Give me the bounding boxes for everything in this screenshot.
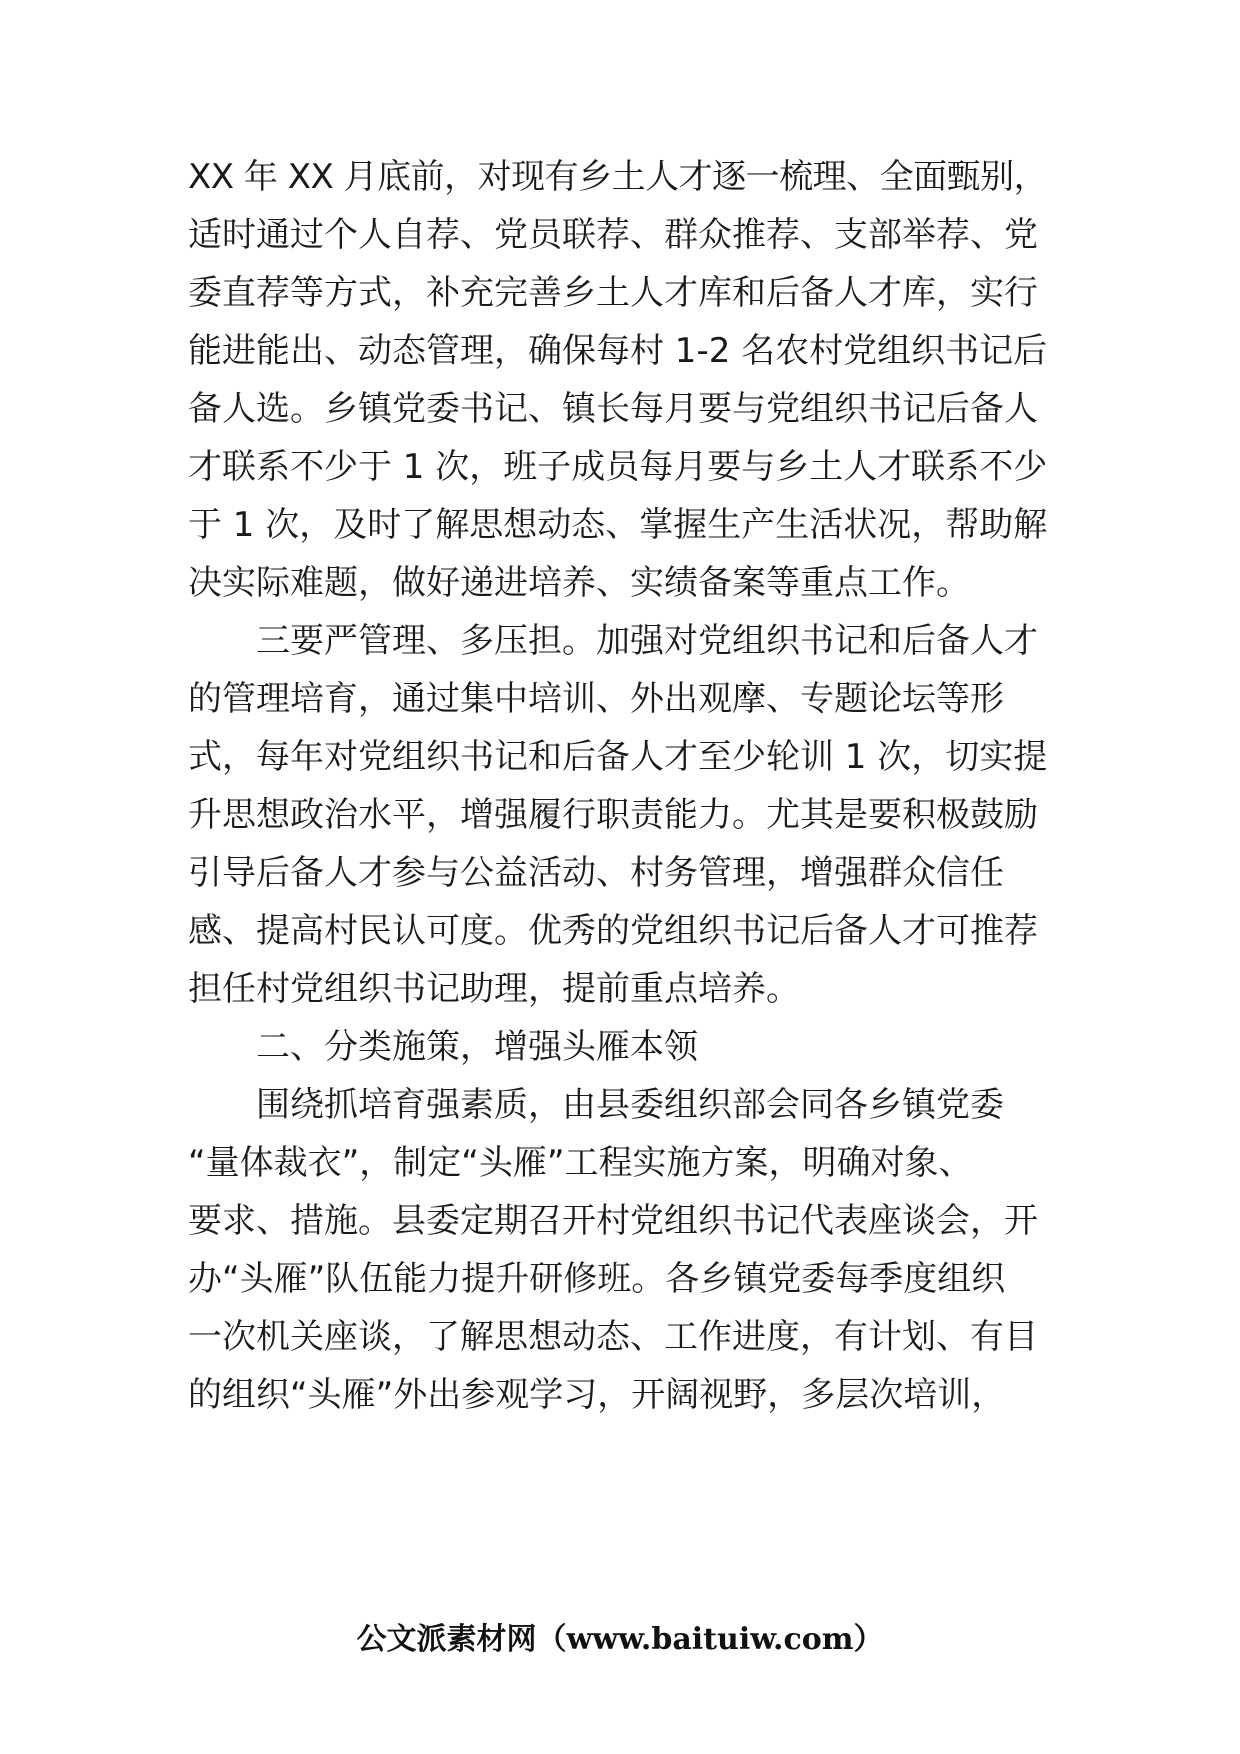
body-line: 决实际难题，做好递进培养、实绩备案等重点工作。 [188, 563, 970, 603]
body-line: 引导后备人才参与公益活动、村务管理，增强群众信任 [188, 853, 1004, 893]
paragraph-first-line: 三要严管理、多压担。加强对党组织书记和后备人才 [256, 621, 1038, 661]
body-line: 的组织“头雁”外出参观学习，开阔视野，多层次培训， [188, 1375, 1006, 1415]
section-heading: 二、分类施策，增强头雁本领 [256, 1027, 698, 1067]
page-footer: 公文派素材网（www.baituiw.com） [356, 1622, 884, 1657]
body-line: 能进能出、动态管理，确保每村 1-2 名农村党组织书记后 [188, 331, 1048, 371]
body-line: 式，每年对党组织书记和后备人才至少轮训 1 次，切实提 [188, 737, 1048, 777]
body-line: 适时通过个人自荐、党员联荐、群众推荐、支部举荐、党 [188, 215, 1038, 255]
body-line: 委直荐等方式，补充完善乡土人才库和后备人才库，实行 [188, 273, 1038, 313]
body-line: 备人选。乡镇党委书记、镇长每月要与党组织书记后备人 [188, 389, 1038, 429]
body-line: 感、提高村民认可度。优秀的党组织书记后备人才可推荐 [188, 911, 1038, 951]
body-line: 的管理培育，通过集中培训、外出观摩、专题论坛等形 [188, 679, 1004, 719]
body-line: 担任村党组织书记助理，提前重点培养。 [188, 969, 800, 1009]
body-line: 办“头雁”队伍能力提升研修班。各乡镇党委每季度组织 [188, 1259, 1006, 1299]
body-line: 升思想政治水平，增强履行职责能力。尤其是要积极鼓励 [188, 795, 1038, 835]
body-line: 才联系不少于 1 次，班子成员每月要与乡土人才联系不少 [188, 447, 1048, 487]
body-line: XX 年 XX 月底前，对现有乡土人才逐一梳理、全面甄别， [188, 157, 1048, 197]
body-line: 一次机关座谈，了解思想动态、工作进度，有计划、有目 [188, 1317, 1038, 1357]
paragraph-first-line: 围绕抓培育强素质，由县委组织部会同各乡镇党委 [256, 1085, 1004, 1125]
body-line: 于 1 次，及时了解思想动态、掌握生产生活状况，帮助解 [188, 505, 1048, 545]
body-line: 要求、措施。县委定期召开村党组织书记代表座谈会，开 [188, 1201, 1038, 1241]
body-line: “量体裁衣”，制定“头雁”工程实施方案，明确对象、 [188, 1143, 973, 1183]
